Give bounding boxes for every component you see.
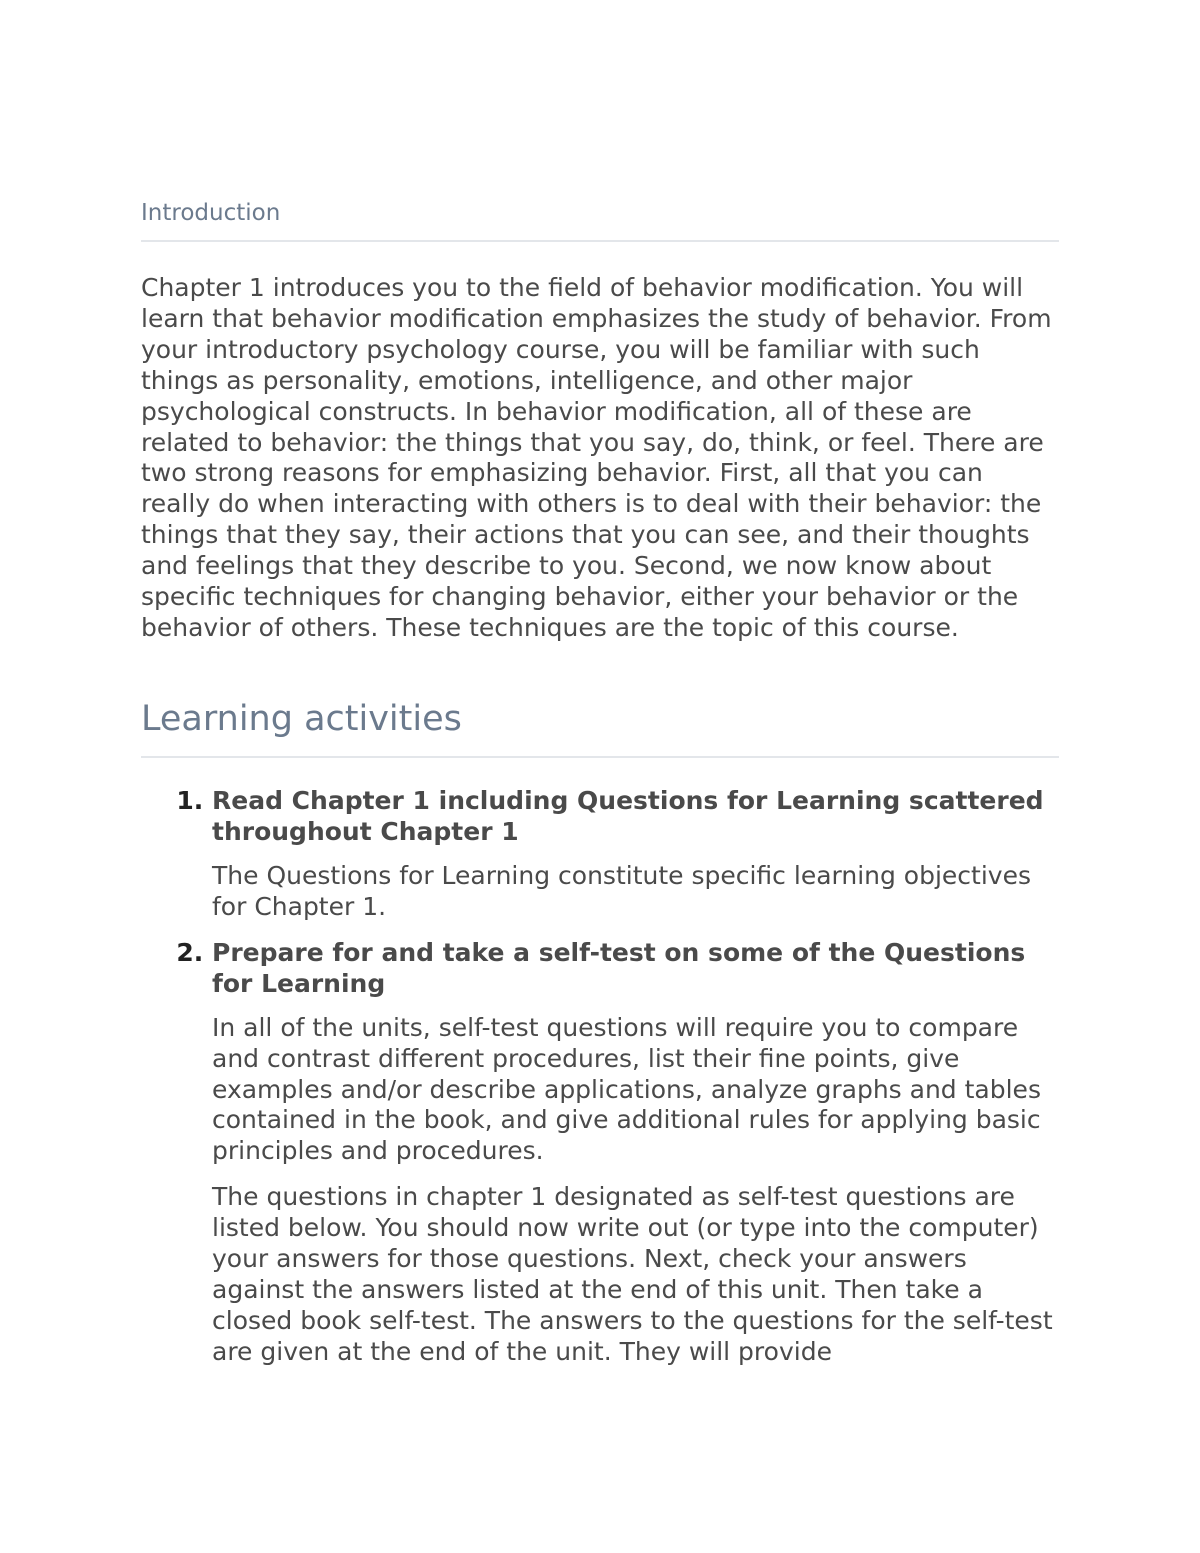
introduction-paragraph: Chapter 1 introduces you to the field of behavior modification. You will learn that behavior modification emphasizes the study of behavior. From your introductory psychology course, you will be familiar with such things as personality, emotions, intelligence, and other major psychological constructs. In behavior modification, all of these are related to behavior: the things that you say, do, think, or feel. There are two strong reasons for emphasizing behavior. First, all that you can really do when interacting with others is to deal with their behavior: the things that they say, their actions that you can see, and their thoughts and feelings that they describe to you. Second, we now know about specific techniques for changing behavior, either your behavior or the behavior of others. These techniques are the topic of this course. (141, 273, 1052, 642)
document-page (141, 196, 1059, 1382)
activity-item-1 (212, 785, 1059, 923)
learning-activities-list (141, 785, 1059, 1368)
activity-title: 2. Prepare for and take a self-test on some of the Questions for Learning (212, 937, 1026, 998)
activity-item-2 (212, 937, 1059, 1368)
learning-activities-heading: Learning activities (141, 698, 462, 739)
introduction-label: Introduction (141, 200, 281, 226)
activity-title: 1. Read Chapter 1 including Questions for Learning scattered throughout Chapter 1 (212, 785, 1044, 846)
introduction-divider (141, 240, 1059, 242)
activity-paragraph: The Questions for Learning constitute specific learning objectives for Chapter 1. (212, 860, 1031, 921)
activity-paragraph: The questions in chapter 1 designated as self-test questions are listed below. You should now write out (or type into the computer) your answers for those questions. Next, check your answers against the answers listed at the end of this unit. Then take a closed book self-test. The answers to the questions for the self-test are given at the end of the unit. They will provide (212, 1182, 1053, 1366)
activity-paragraph: In all of the units, self-test questions will require you to compare and contrast different procedures, list their fine points, give examples and/or describe applications, analyze graphs and tables contained in the book, and give additional rules for applying basic principles and procedures. (212, 1012, 1041, 1166)
learning-activities-divider (141, 756, 1059, 758)
